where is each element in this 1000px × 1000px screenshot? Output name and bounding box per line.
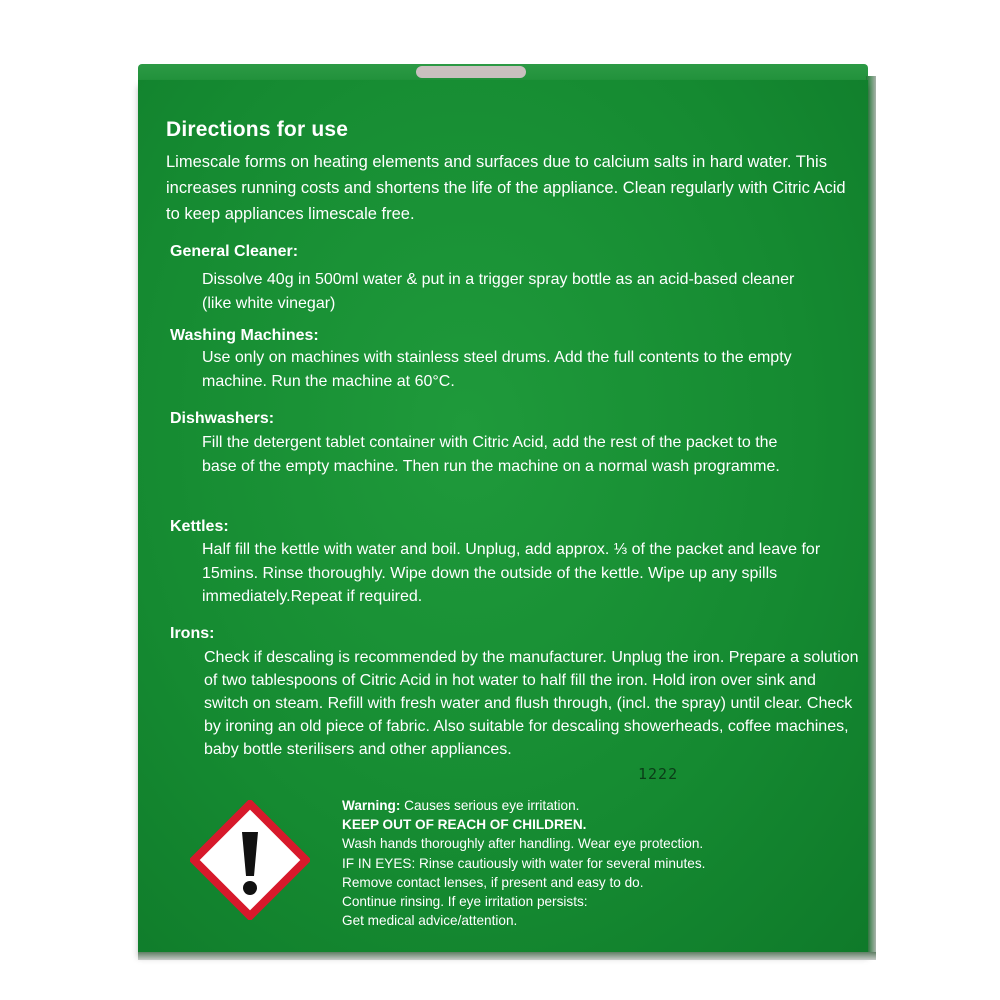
warning-line: Get medical advice/attention. <box>342 913 518 929</box>
warning-block <box>342 796 842 930</box>
warning-label: Warning: <box>342 798 401 813</box>
warning-line: IF IN EYES: Rinse cautiously with water for several minutes. <box>342 855 706 871</box>
warning-line-1 <box>342 796 842 815</box>
heading-kettles: Kettles: <box>170 518 229 535</box>
text-general-cleaner: Dissolve 40g in 500ml water & put in a trigger spray bottle as an acid-based cleaner (like white vinegar) <box>202 271 795 312</box>
warning-label-text: Causes serious eye irritation. <box>404 798 580 813</box>
warning-line: Continue rinsing. If eye irritation persists: <box>342 894 588 910</box>
warning-line: Remove contact lenses, if present and easy to do. <box>342 874 644 890</box>
heading-dishwashers: Dishwashers: <box>170 410 275 427</box>
warning-line: Wash hands thoroughly after handling. Wear eye protection. <box>342 836 704 852</box>
text-kettles: Half fill the kettle with water and boil. Unplug, add approx. ⅓ of the packet and leave for 15mins. Rinse thoroughly. Wipe down the outside of the kettle. Wipe up any spills immediately.Repeat if required. <box>202 541 821 605</box>
heading-washing-machines: Washing Machines: <box>170 327 319 344</box>
text-dishwashers: Fill the detergent tablet container with Citric Acid, add the rest of the packet to the base of the empty machine. Then run the machine on a normal wash programme. <box>202 434 780 475</box>
heading-irons: Irons: <box>170 625 215 642</box>
heading-general-cleaner: General Cleaner: <box>170 243 299 260</box>
directions-title: Directions for use <box>166 118 349 141</box>
product-box-back <box>138 80 868 952</box>
warning-children: KEEP OUT OF REACH OF CHILDREN. <box>342 817 587 833</box>
batch-code: 1222 <box>638 765 679 783</box>
exclamation-hazard-icon <box>190 800 310 920</box>
text-washing-machines: Use only on machines with stainless steel drums. Add the full contents to the empty machine. Run the machine at 60°C. <box>202 349 792 390</box>
brand-logo-peek <box>416 66 526 78</box>
box-bottom-edge <box>138 952 876 960</box>
text-irons: Check if descaling is recommended by the manufacturer. Unplug the iron. Prepare a solution of two tablespoons of Citric Acid in hot water to half fill the iron. Hold iron over sink and switch on steam. Refill with fresh water and flush through, (incl. the spray) until clear. Check by ironing an old piece of fabric. Also suitable for descaling showerheads, coffee machines, baby bottle sterilisers and other appliances. <box>204 649 859 758</box>
intro-text: Limescale forms on heating elements and surfaces due to calcium salts in hard water. This increases running costs and shortens the life of the appliance. Clean regularly with Citric Acid to keep appliances limescale free. <box>166 153 846 223</box>
